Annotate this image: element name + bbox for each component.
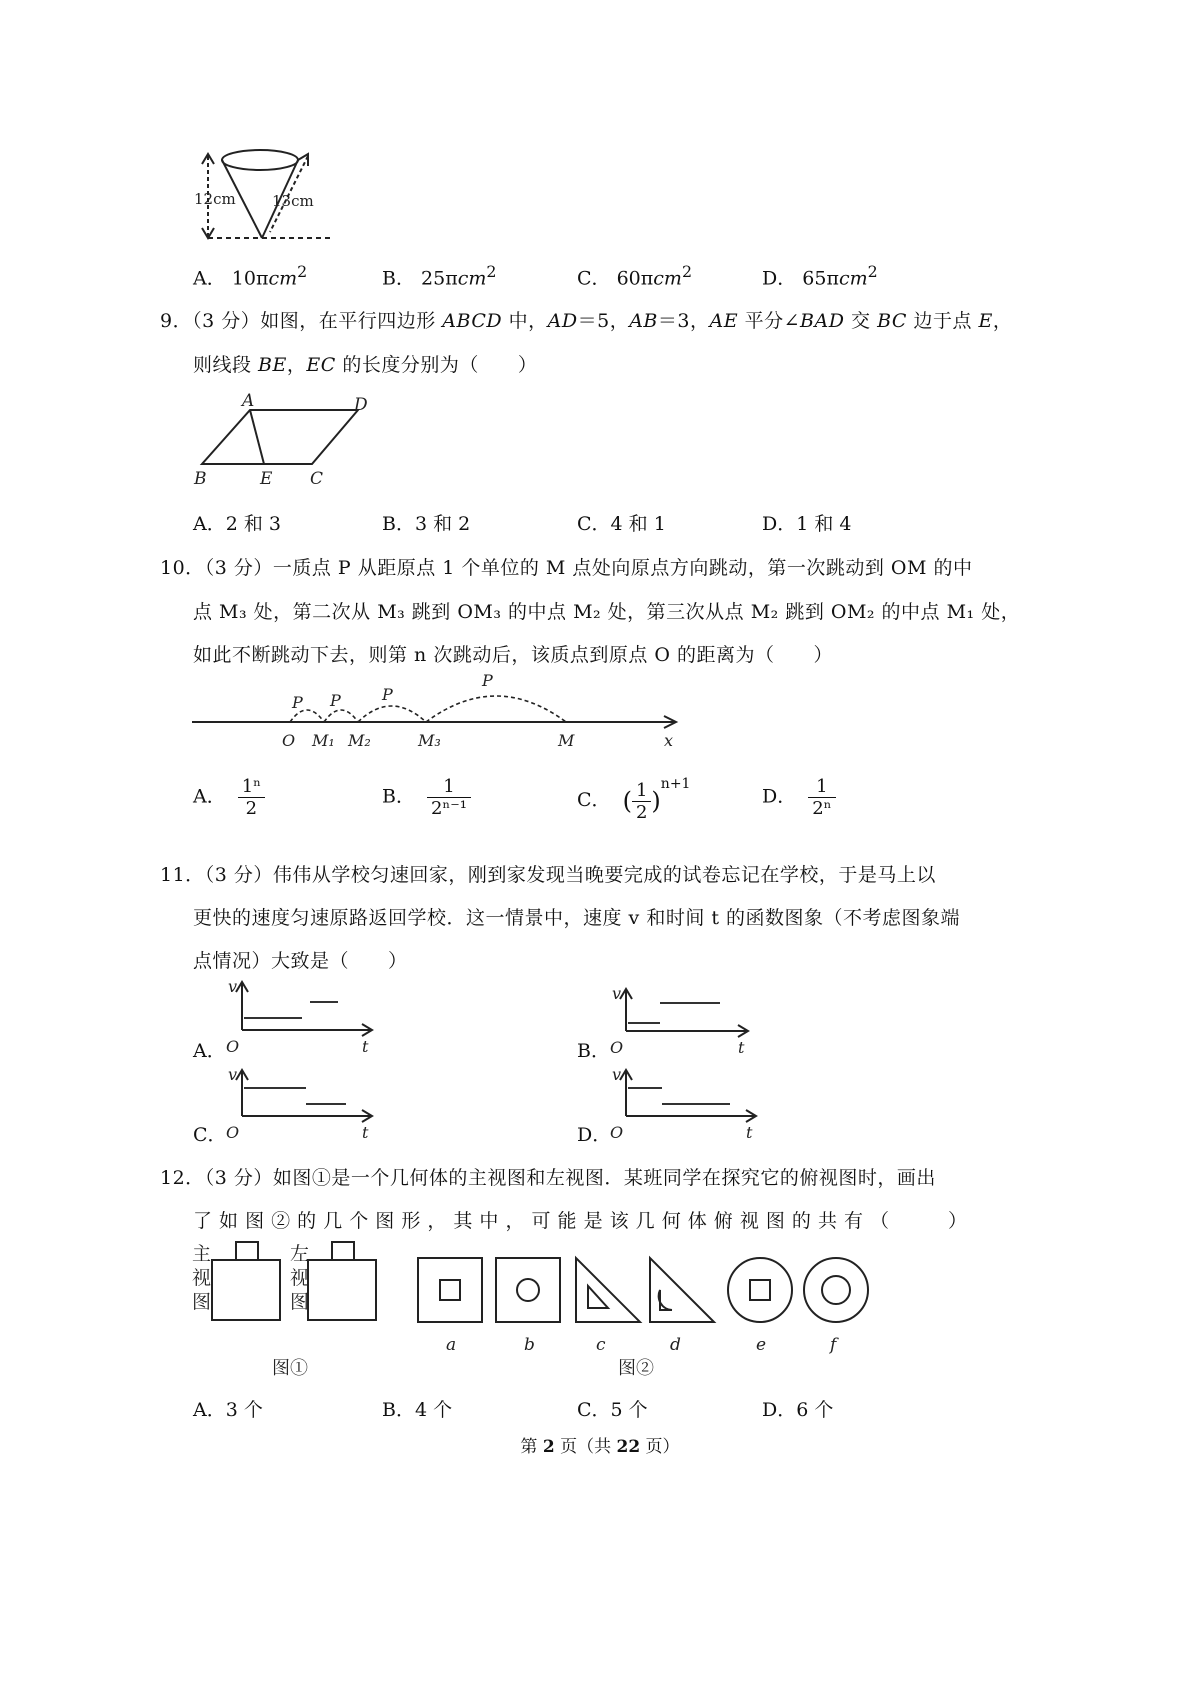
point-e-label: E bbox=[260, 469, 273, 489]
q8-option-b-exp: 2 bbox=[486, 262, 497, 281]
point-b-label: B bbox=[194, 469, 207, 489]
q8-option-a-value: 10π bbox=[231, 267, 269, 290]
q10-option-d-letter: D． bbox=[762, 785, 797, 808]
q10-option-a-fraction bbox=[238, 776, 265, 819]
left-view-char-3: 图 bbox=[290, 1291, 310, 1313]
q8-option-b-unit: cm bbox=[457, 267, 487, 290]
q11-option-b[interactable]: B． bbox=[577, 1040, 610, 1062]
q9-text: 如图，在平行四边形 bbox=[260, 310, 443, 332]
axis-v-label: v bbox=[612, 984, 622, 1003]
q10-option-a-letter: A． bbox=[193, 785, 226, 808]
fraction-numerator: 1 bbox=[808, 776, 835, 798]
q10-option-b-letter: B． bbox=[382, 785, 415, 808]
left-view-char-2: 视 bbox=[290, 1267, 310, 1289]
q10-option-d[interactable] bbox=[762, 776, 836, 819]
point-m2-label: M₂ bbox=[348, 731, 371, 750]
q8-option-c-exp: 2 bbox=[681, 262, 693, 281]
axis-x-label: x bbox=[664, 731, 674, 750]
footer-page-number: 2 bbox=[542, 1437, 555, 1457]
candidate-a-label: a bbox=[446, 1335, 457, 1355]
q9-math: BE bbox=[258, 354, 287, 376]
page-footer bbox=[0, 1432, 1200, 1457]
q8-option-d-exp: 2 bbox=[867, 262, 878, 281]
hop-p-label-3: P bbox=[382, 685, 393, 704]
q8-option-c-letter: C． bbox=[577, 267, 611, 290]
hop-p-label-1: P bbox=[292, 693, 303, 712]
parallelogram-figure bbox=[190, 390, 380, 490]
q9-math: BC bbox=[877, 310, 907, 332]
q12-option-b[interactable]: B．4 个 bbox=[382, 1399, 453, 1421]
q10-stem-line3: 如此不断跳动下去，则第 n 次跳动后，该质点到原点 O 的距离为（ ） bbox=[193, 644, 833, 666]
hop-p-label-4: P bbox=[482, 671, 493, 690]
q11-option-a[interactable]: A． bbox=[193, 1040, 226, 1062]
q9-number: 9． bbox=[160, 310, 193, 332]
q8-option-a-unit: cm bbox=[268, 267, 298, 290]
main-view-char-3: 图 bbox=[192, 1291, 212, 1313]
q11-stem-line2: 更快的速度匀速原路返回学校．这一情景中，速度 v 和时间 t 的函数图象（不考虑图象端 bbox=[193, 907, 961, 929]
q8-option-c-value: 60π bbox=[616, 267, 654, 290]
axis-v-label: v bbox=[228, 1065, 238, 1084]
q9-math: EC bbox=[306, 354, 336, 376]
q9-text: 则线段 bbox=[193, 354, 259, 376]
axis-t-label: t bbox=[738, 1038, 745, 1057]
q11-stem-line1 bbox=[160, 860, 936, 887]
q9-math: AB bbox=[629, 310, 658, 332]
q8-option-d-value: 65π bbox=[802, 267, 839, 290]
q8-option-a[interactable] bbox=[193, 262, 307, 290]
footer-text: 页（共 bbox=[554, 1437, 617, 1457]
candidate-d-label: d bbox=[670, 1335, 681, 1355]
candidate-e-label: e bbox=[756, 1335, 767, 1355]
q9-text: 的长度分别为（ ） bbox=[335, 354, 538, 376]
q9-text: 交 bbox=[844, 310, 878, 332]
cone-slant-label: 13cm bbox=[272, 192, 314, 210]
q10-option-b-fraction bbox=[427, 776, 471, 819]
fraction-denominator: 2ⁿ bbox=[812, 798, 832, 819]
q10-option-a[interactable] bbox=[193, 776, 265, 819]
q11-option-c[interactable]: C． bbox=[193, 1124, 227, 1146]
q9-stem-line1 bbox=[160, 306, 1012, 333]
fraction-numerator: 1 bbox=[632, 780, 651, 802]
q11-number: 11． bbox=[160, 864, 205, 886]
q8-option-d[interactable] bbox=[762, 262, 878, 290]
q10-stem-line2: 点 M₃ 处，第二次从 M₃ 跳到 OM₃ 的中点 M₂ 处，第三次从点 M₂ 跳到 OM₂ 的中点 M₁ 处， bbox=[193, 601, 1021, 623]
q12-option-c[interactable]: C．5 个 bbox=[577, 1399, 648, 1421]
q9-option-d[interactable]: D．1 和 4 bbox=[762, 513, 852, 535]
axis-t-label: t bbox=[362, 1123, 369, 1142]
q8-option-a-letter: A． bbox=[193, 267, 226, 290]
point-c-label: C bbox=[310, 469, 324, 489]
figure-2-caption: 图② bbox=[618, 1358, 654, 1379]
fraction-numerator: 1 bbox=[427, 776, 471, 798]
q10-option-c-exp: n+1 bbox=[660, 776, 691, 792]
q10-number: 10． bbox=[160, 557, 205, 579]
q9-option-c[interactable]: C．4 和 1 bbox=[577, 513, 666, 535]
q9-text: 边于点 bbox=[906, 310, 979, 332]
q12-stem-line1 bbox=[160, 1163, 936, 1190]
q10-score: （3 分） bbox=[204, 557, 273, 579]
footer-total-pages: 22 bbox=[616, 1437, 641, 1457]
candidate-b-label: b bbox=[524, 1335, 535, 1355]
q12-number: 12． bbox=[160, 1167, 205, 1189]
q9-text: ＝3， bbox=[657, 310, 710, 332]
views-figure bbox=[190, 1240, 390, 1380]
q12-option-d[interactable]: D．6 个 bbox=[762, 1399, 834, 1421]
q12-text-1: 如图①是一个几何体的主视图和左视图．某班同学在探究它的俯视图时，画出 bbox=[272, 1167, 936, 1189]
axis-v-label: v bbox=[612, 1065, 622, 1084]
q10-stem-line1 bbox=[160, 553, 973, 580]
figure-1-caption: 图① bbox=[272, 1358, 308, 1379]
q9-stem-line2 bbox=[193, 350, 537, 377]
q8-option-b-letter: B． bbox=[382, 267, 415, 290]
q10-text-1: 一质点 P 从距原点 1 个单位的 M 点处向原点方向跳动，第一次跳动到 OM 的中 bbox=[272, 557, 973, 579]
q9-option-b[interactable]: B．3 和 2 bbox=[382, 513, 471, 535]
top-view-candidates-figure bbox=[410, 1250, 880, 1380]
q9-text: ， bbox=[992, 310, 1013, 332]
q9-math: AE bbox=[709, 310, 739, 332]
candidate-c-label: c bbox=[596, 1335, 606, 1355]
q11-stem-line3: 点情况）大致是（ ） bbox=[193, 950, 408, 972]
q9-text: 平分∠ bbox=[738, 310, 801, 332]
origin-label: O bbox=[226, 1037, 240, 1056]
main-view-char-2: 视 bbox=[192, 1267, 212, 1289]
q11-text-1: 伟伟从学校匀速回家，刚到家发现当晚要完成的试卷忘记在学校，于是马上以 bbox=[272, 864, 936, 886]
q9-text: ， bbox=[286, 354, 307, 376]
q9-text: 中， bbox=[502, 310, 548, 332]
q11-graph-b bbox=[606, 985, 766, 1060]
q8-option-d-unit: cm bbox=[838, 267, 868, 290]
q11-score: （3 分） bbox=[204, 864, 273, 886]
q8-option-a-exp: 2 bbox=[297, 262, 308, 281]
q9-math: BAD bbox=[800, 310, 845, 332]
main-view-char-1: 主 bbox=[192, 1243, 212, 1265]
q8-option-b-value: 25π bbox=[421, 267, 458, 290]
paren-open: ( bbox=[622, 787, 632, 815]
q11-graph-a bbox=[222, 978, 382, 1058]
q9-score: （3 分） bbox=[192, 310, 261, 332]
origin-label: O bbox=[610, 1038, 624, 1057]
q10-option-c-letter: C． bbox=[577, 789, 611, 811]
origin-label: O bbox=[610, 1123, 624, 1142]
cone-figure bbox=[190, 140, 340, 250]
q9-math: ABCD bbox=[442, 310, 503, 332]
q10-option-c[interactable] bbox=[577, 776, 690, 823]
axis-v-label: v bbox=[228, 977, 238, 996]
q10-option-b[interactable] bbox=[382, 776, 471, 819]
point-m3-label: M₃ bbox=[418, 731, 441, 750]
q9-math: E bbox=[978, 310, 993, 332]
fraction-denominator: 2ⁿ⁻¹ bbox=[431, 798, 467, 819]
fraction-numerator: 1ⁿ bbox=[238, 776, 265, 798]
q8-option-d-letter: D． bbox=[762, 267, 797, 290]
hop-p-label-2: P bbox=[330, 691, 341, 710]
candidate-f-label: f bbox=[830, 1335, 837, 1355]
q11-graph-c bbox=[222, 1066, 382, 1144]
q10-option-d-fraction bbox=[808, 776, 835, 819]
axis-t-label: t bbox=[362, 1037, 369, 1056]
point-d-label: D bbox=[354, 395, 368, 415]
q11-option-d[interactable]: D． bbox=[577, 1124, 612, 1146]
footer-text: 页） bbox=[640, 1437, 680, 1457]
footer-text: 第 bbox=[520, 1437, 543, 1457]
q8-option-c-unit: cm bbox=[653, 267, 682, 290]
q9-text: ＝5， bbox=[577, 310, 630, 332]
q8-option-c[interactable] bbox=[577, 262, 692, 290]
cone-height-label: 12cm bbox=[194, 190, 236, 208]
q12-option-a[interactable]: A．3 个 bbox=[193, 1399, 263, 1421]
q12-stem-line2: 了 如 图 ② 的 几 个 图 形 ， 其 中 ， 可 能 是 该 几 何 体 俯 视 图 的 共 有 （ ） bbox=[193, 1210, 968, 1232]
q9-option-a[interactable]: A．2 和 3 bbox=[193, 513, 281, 535]
fraction-denominator: 2 bbox=[635, 801, 648, 823]
q10-option-c-fraction bbox=[632, 780, 651, 823]
origin-label: O bbox=[226, 1123, 240, 1142]
number-line-figure bbox=[190, 670, 690, 755]
q9-math: AD bbox=[547, 310, 578, 332]
paren-close: ) bbox=[651, 787, 661, 815]
point-m-label: M bbox=[558, 731, 575, 750]
point-a-label: A bbox=[242, 391, 255, 411]
q8-option-b[interactable] bbox=[382, 262, 496, 290]
origin-o-label: O bbox=[282, 731, 296, 750]
fraction-denominator: 2 bbox=[245, 798, 258, 819]
q11-graph-d bbox=[606, 1066, 766, 1144]
point-m1-label: M₁ bbox=[312, 731, 335, 750]
left-view-char-1: 左 bbox=[290, 1243, 310, 1265]
q12-score: （3 分） bbox=[204, 1167, 273, 1189]
axis-t-label: t bbox=[746, 1123, 753, 1142]
